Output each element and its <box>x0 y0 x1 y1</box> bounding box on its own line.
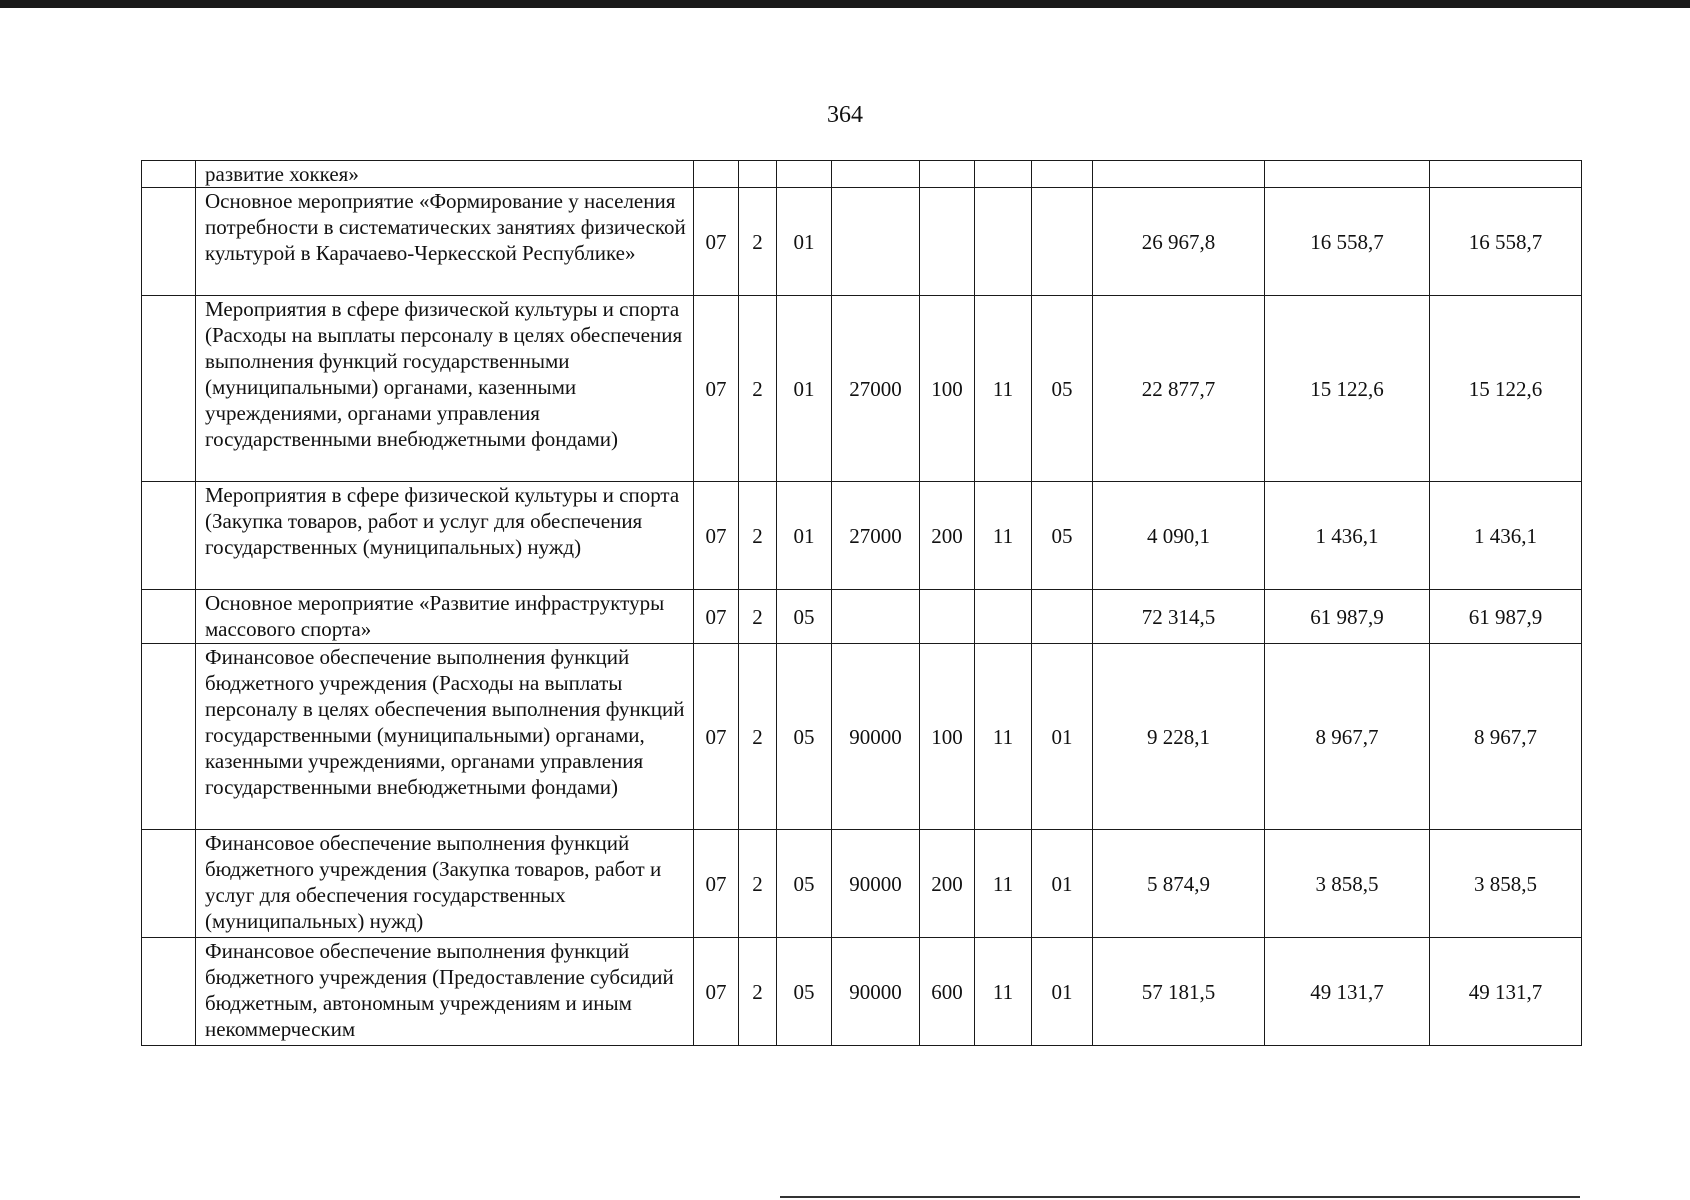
table-row <box>142 188 1582 296</box>
subsection-code-cell: 01 <box>1032 830 1093 938</box>
table-row <box>142 830 1582 938</box>
expense-direction-cell: 90000 <box>832 830 920 938</box>
expense-type-cell <box>920 590 975 644</box>
subsection-code-cell: 01 <box>1032 938 1093 1046</box>
program-code-cell: 2 <box>739 590 777 644</box>
amount-year-3-cell: 1 436,1 <box>1430 482 1582 590</box>
expense-direction-cell <box>832 590 920 644</box>
ministry-code-cell: 07 <box>694 188 739 296</box>
expense-direction-cell: 90000 <box>832 938 920 1046</box>
table-row <box>142 644 1582 830</box>
amount-year-1-cell: 72 314,5 <box>1093 590 1265 644</box>
section-code-cell <box>975 590 1032 644</box>
expense-type-cell: 200 <box>920 830 975 938</box>
row-number-cell <box>142 296 196 482</box>
ministry-code-cell: 07 <box>694 296 739 482</box>
item-name-cell: Финансовое обеспечение выполнения функций бюджетного учреждения (Закупка товаров, работ и услуг для обеспечения государственных (муниципальных) нужд) <box>196 830 694 938</box>
item-name-cell: Мероприятия в сфере физической культуры и спорта (Закупка товаров, работ и услуг для обеспечения государственных (муниципальных) нужд) <box>196 482 694 590</box>
program-code-cell: 2 <box>739 296 777 482</box>
item-name-cell: Финансовое обеспечение выполнения функций бюджетного учреждения (Предоставление субсидий бюджетным, автономным учреждениям и иным некоммерческим <box>196 938 694 1046</box>
amount-year-2-cell: 49 131,7 <box>1265 938 1430 1046</box>
section-code-cell <box>975 188 1032 296</box>
row-number-cell <box>142 644 196 830</box>
section-code-cell: 11 <box>975 482 1032 590</box>
expense-direction-cell: 90000 <box>832 644 920 830</box>
section-code-cell <box>975 161 1032 188</box>
table-row <box>142 161 1582 188</box>
amount-year-2-cell: 8 967,7 <box>1265 644 1430 830</box>
program-code-cell: 2 <box>739 830 777 938</box>
section-code-cell: 11 <box>975 830 1032 938</box>
subprogram-code-cell: 01 <box>777 296 832 482</box>
table-row <box>142 590 1582 644</box>
amount-year-1-cell: 26 967,8 <box>1093 188 1265 296</box>
ministry-code-cell: 07 <box>694 482 739 590</box>
amount-year-3-cell: 8 967,7 <box>1430 644 1582 830</box>
item-name-cell: Финансовое обеспечение выполнения функций бюджетного учреждения (Расходы на выплаты персоналу в целях обеспечения выполнения функций государственными (муниципальными) органами, казенными учреждениями, органами управления государственными внебюджетными фондами) <box>196 644 694 830</box>
amount-year-1-cell: 22 877,7 <box>1093 296 1265 482</box>
ministry-code-cell <box>694 161 739 188</box>
expense-type-cell <box>920 161 975 188</box>
page-number: 364 <box>827 102 863 128</box>
row-number-cell <box>142 590 196 644</box>
ministry-code-cell: 07 <box>694 830 739 938</box>
amount-year-1-cell <box>1093 161 1265 188</box>
amount-year-1-cell: 57 181,5 <box>1093 938 1265 1046</box>
table-row <box>142 482 1582 590</box>
section-code-cell: 11 <box>975 296 1032 482</box>
expense-direction-cell <box>832 188 920 296</box>
row-number-cell <box>142 188 196 296</box>
program-code-cell: 2 <box>739 188 777 296</box>
section-code-cell: 11 <box>975 644 1032 830</box>
subprogram-code-cell: 05 <box>777 830 832 938</box>
expense-type-cell <box>920 188 975 296</box>
subprogram-code-cell: 05 <box>777 644 832 830</box>
item-name-cell: Основное мероприятие «Формирование у населения потребности в систематических занятиях физической культурой в Карачаево-Черкесской Республике» <box>196 188 694 296</box>
amount-year-2-cell: 1 436,1 <box>1265 482 1430 590</box>
bottom-scan-line <box>780 1196 1580 1198</box>
expense-type-cell: 100 <box>920 296 975 482</box>
subprogram-code-cell: 01 <box>777 482 832 590</box>
program-code-cell <box>739 161 777 188</box>
subsection-code-cell: 01 <box>1032 644 1093 830</box>
expense-type-cell: 600 <box>920 938 975 1046</box>
subsection-code-cell <box>1032 161 1093 188</box>
ministry-code-cell: 07 <box>694 644 739 830</box>
ministry-code-cell: 07 <box>694 938 739 1046</box>
amount-year-3-cell: 3 858,5 <box>1430 830 1582 938</box>
item-name-cell: развитие хоккея» <box>196 161 694 188</box>
subsection-code-cell: 05 <box>1032 296 1093 482</box>
section-code-cell: 11 <box>975 938 1032 1046</box>
amount-year-3-cell: 49 131,7 <box>1430 938 1582 1046</box>
table-row <box>142 296 1582 482</box>
subsection-code-cell <box>1032 188 1093 296</box>
subprogram-code-cell: 05 <box>777 938 832 1046</box>
expense-type-cell: 100 <box>920 644 975 830</box>
subprogram-code-cell: 01 <box>777 188 832 296</box>
row-number-cell <box>142 938 196 1046</box>
amount-year-1-cell: 5 874,9 <box>1093 830 1265 938</box>
subprogram-code-cell <box>777 161 832 188</box>
amount-year-2-cell: 16 558,7 <box>1265 188 1430 296</box>
row-number-cell <box>142 482 196 590</box>
subsection-code-cell <box>1032 590 1093 644</box>
row-number-cell <box>142 830 196 938</box>
program-code-cell: 2 <box>739 644 777 830</box>
expense-direction-cell: 27000 <box>832 482 920 590</box>
amount-year-3-cell <box>1430 161 1582 188</box>
expense-direction-cell <box>832 161 920 188</box>
table-row <box>142 938 1582 1046</box>
expense-direction-cell: 27000 <box>832 296 920 482</box>
amount-year-2-cell: 3 858,5 <box>1265 830 1430 938</box>
amount-year-2-cell <box>1265 161 1430 188</box>
top-border-line <box>0 0 1690 8</box>
amount-year-3-cell: 16 558,7 <box>1430 188 1582 296</box>
expense-type-cell: 200 <box>920 482 975 590</box>
amount-year-1-cell: 4 090,1 <box>1093 482 1265 590</box>
item-name-cell: Основное мероприятие «Развитие инфраструктуры массового спорта» <box>196 590 694 644</box>
amount-year-1-cell: 9 228,1 <box>1093 644 1265 830</box>
subsection-code-cell: 05 <box>1032 482 1093 590</box>
amount-year-2-cell: 61 987,9 <box>1265 590 1430 644</box>
program-code-cell: 2 <box>739 938 777 1046</box>
item-name-cell: Мероприятия в сфере физической культуры и спорта (Расходы на выплаты персоналу в целях обеспечения выполнения функций государственными (муниципальными) органами, казенными учреждениями, органами управления государственными внебюджетными фондами) <box>196 296 694 482</box>
amount-year-3-cell: 15 122,6 <box>1430 296 1582 482</box>
program-code-cell: 2 <box>739 482 777 590</box>
subprogram-code-cell: 05 <box>777 590 832 644</box>
budget-table <box>141 160 1582 1046</box>
amount-year-3-cell: 61 987,9 <box>1430 590 1582 644</box>
ministry-code-cell: 07 <box>694 590 739 644</box>
row-number-cell <box>142 161 196 188</box>
amount-year-2-cell: 15 122,6 <box>1265 296 1430 482</box>
